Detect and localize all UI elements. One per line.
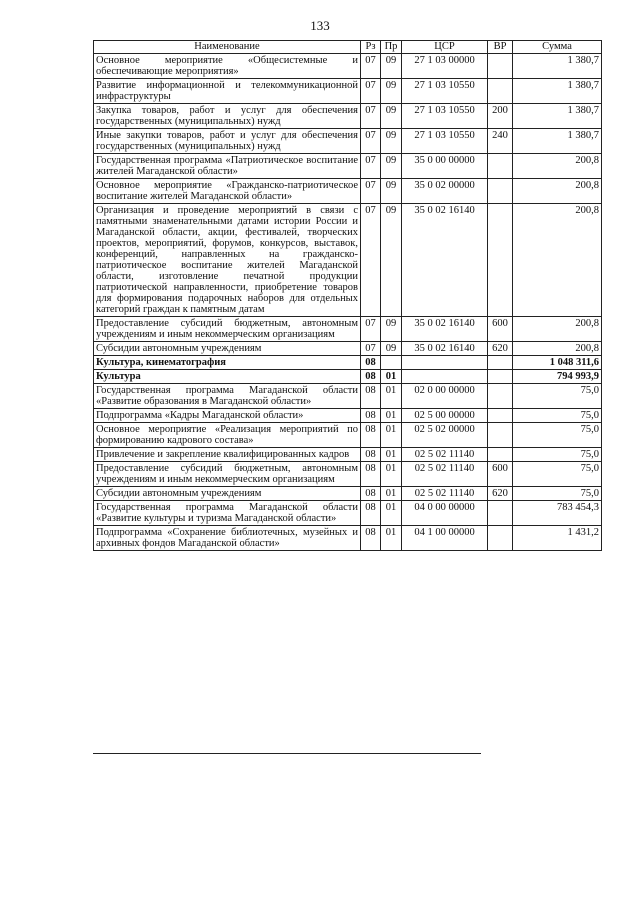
cell-name: Культура, кинематография <box>94 356 361 370</box>
table-row <box>94 423 602 448</box>
cell-rz: 07 <box>361 204 381 317</box>
cell-pr: 01 <box>381 423 402 448</box>
cell-name: Культура <box>94 370 361 384</box>
cell-rz: 07 <box>361 342 381 356</box>
cell-pr: 01 <box>381 487 402 501</box>
cell-sum: 1 048 311,6 <box>513 356 602 370</box>
table-header-row <box>94 41 602 54</box>
cell-rz: 08 <box>361 487 381 501</box>
cell-sum: 1 380,7 <box>513 54 602 79</box>
cell-rz: 08 <box>361 356 381 370</box>
cell-sum: 200,8 <box>513 342 602 356</box>
table-row <box>94 104 602 129</box>
cell-csr: 35 0 02 00000 <box>402 179 488 204</box>
cell-vr: 600 <box>488 317 513 342</box>
cell-name: Подпрограмма «Кадры Магаданской области» <box>94 409 361 423</box>
cell-pr: 09 <box>381 129 402 154</box>
table-row <box>94 179 602 204</box>
cell-pr: 09 <box>381 54 402 79</box>
cell-rz: 08 <box>361 526 381 551</box>
cell-csr: 35 0 02 16140 <box>402 204 488 317</box>
cell-pr: 01 <box>381 462 402 487</box>
cell-vr: 600 <box>488 462 513 487</box>
cell-rz: 08 <box>361 423 381 448</box>
cell-sum: 1 380,7 <box>513 104 602 129</box>
header-csr: ЦСР <box>402 41 488 54</box>
cell-csr: 02 5 02 11140 <box>402 448 488 462</box>
cell-rz: 08 <box>361 448 381 462</box>
cell-sum: 1 431,2 <box>513 526 602 551</box>
cell-name: Государственная программа Магаданской области «Развитие образования в Магаданской области» <box>94 384 361 409</box>
cell-sum: 1 380,7 <box>513 79 602 104</box>
cell-rz: 08 <box>361 501 381 526</box>
cell-name: Государственная программа «Патриотическое воспитание жителей Магаданской области» <box>94 154 361 179</box>
cell-sum: 75,0 <box>513 409 602 423</box>
table-row <box>94 526 602 551</box>
cell-name: Основное мероприятие «Гражданско-патриотическое воспитание жителей Магаданской области» <box>94 179 361 204</box>
cell-pr: 09 <box>381 317 402 342</box>
cell-csr: 02 0 00 00000 <box>402 384 488 409</box>
table-row <box>94 501 602 526</box>
cell-pr: 01 <box>381 384 402 409</box>
cell-rz: 07 <box>361 54 381 79</box>
cell-vr <box>488 448 513 462</box>
cell-vr <box>488 423 513 448</box>
table-row <box>94 384 602 409</box>
cell-pr: 09 <box>381 342 402 356</box>
cell-vr: 620 <box>488 487 513 501</box>
cell-name: Предоставление субсидий бюджетным, автономным учреждениям и иным некоммерческим организациям <box>94 462 361 487</box>
cell-csr: 02 5 02 00000 <box>402 423 488 448</box>
table-row <box>94 409 602 423</box>
cell-vr <box>488 370 513 384</box>
cell-vr: 620 <box>488 342 513 356</box>
cell-name: Основное мероприятие «Общесистемные и обеспечивающие мероприятия» <box>94 54 361 79</box>
cell-rz: 07 <box>361 129 381 154</box>
table-row <box>94 462 602 487</box>
cell-name: Подпрограмма «Сохранение библиотечных, музейных и архивных фондов Магаданской области» <box>94 526 361 551</box>
cell-vr <box>488 154 513 179</box>
cell-pr: 09 <box>381 204 402 317</box>
cell-pr: 01 <box>381 448 402 462</box>
page-number: 133 <box>310 18 330 33</box>
cell-vr <box>488 501 513 526</box>
header-rz: Рз <box>361 41 381 54</box>
cell-name: Закупка товаров, работ и услуг для обеспечения государственных (муниципальных) нужд <box>94 104 361 129</box>
cell-vr <box>488 204 513 317</box>
cell-sum: 783 454,3 <box>513 501 602 526</box>
cell-rz: 08 <box>361 384 381 409</box>
cell-csr: 27 1 03 00000 <box>402 54 488 79</box>
cell-rz: 08 <box>361 462 381 487</box>
cell-csr: 35 0 02 16140 <box>402 317 488 342</box>
cell-name: Субсидии автономным учреждениям <box>94 342 361 356</box>
cell-name: Основное мероприятие «Реализация мероприятий по формированию кадрового состава» <box>94 423 361 448</box>
cell-name: Привлечение и закрепление квалифицированных кадров <box>94 448 361 462</box>
cell-vr <box>488 79 513 104</box>
cell-name: Субсидии автономным учреждениям <box>94 487 361 501</box>
table-row <box>94 342 602 356</box>
footer-rule <box>93 753 481 754</box>
cell-sum: 75,0 <box>513 423 602 448</box>
cell-vr <box>488 526 513 551</box>
cell-pr: 09 <box>381 179 402 204</box>
cell-sum: 794 993,9 <box>513 370 602 384</box>
cell-csr: 04 0 00 00000 <box>402 501 488 526</box>
table-row <box>94 154 602 179</box>
table-body <box>94 54 602 551</box>
cell-pr <box>381 356 402 370</box>
cell-csr: 35 0 02 16140 <box>402 342 488 356</box>
cell-csr: 27 1 03 10550 <box>402 104 488 129</box>
cell-name: Государственная программа Магаданской области «Развитие культуры и туризма Магаданской области» <box>94 501 361 526</box>
cell-name: Иные закупки товаров, работ и услуг для обеспечения государственных (муниципальных) нужд <box>94 129 361 154</box>
cell-rz: 08 <box>361 409 381 423</box>
cell-sum: 75,0 <box>513 448 602 462</box>
cell-csr <box>402 370 488 384</box>
cell-rz: 07 <box>361 104 381 129</box>
cell-csr: 27 1 03 10550 <box>402 129 488 154</box>
cell-pr: 01 <box>381 370 402 384</box>
cell-csr: 02 5 02 11140 <box>402 487 488 501</box>
cell-rz: 07 <box>361 154 381 179</box>
table-row <box>94 448 602 462</box>
cell-csr: 04 1 00 00000 <box>402 526 488 551</box>
cell-pr: 09 <box>381 104 402 129</box>
table-row <box>94 79 602 104</box>
cell-sum: 75,0 <box>513 487 602 501</box>
cell-rz: 07 <box>361 317 381 342</box>
header-name: Наименование <box>94 41 361 54</box>
table-row <box>94 487 602 501</box>
cell-pr: 01 <box>381 501 402 526</box>
cell-vr <box>488 54 513 79</box>
cell-rz: 07 <box>361 79 381 104</box>
header-vr: ВР <box>488 41 513 54</box>
cell-sum: 200,8 <box>513 204 602 317</box>
cell-csr: 02 5 02 11140 <box>402 462 488 487</box>
cell-pr: 09 <box>381 79 402 104</box>
cell-pr: 01 <box>381 409 402 423</box>
table-row <box>94 370 602 384</box>
table-row <box>94 204 602 317</box>
table-row <box>94 129 602 154</box>
cell-vr <box>488 409 513 423</box>
cell-vr: 240 <box>488 129 513 154</box>
cell-pr: 09 <box>381 154 402 179</box>
cell-vr <box>488 179 513 204</box>
cell-csr: 27 1 03 10550 <box>402 79 488 104</box>
cell-sum: 1 380,7 <box>513 129 602 154</box>
cell-name: Развитие информационной и телекоммуникационной инфраструктуры <box>94 79 361 104</box>
budget-table <box>93 40 602 551</box>
cell-vr <box>488 384 513 409</box>
cell-sum: 75,0 <box>513 384 602 409</box>
table-row <box>94 356 602 370</box>
cell-csr: 35 0 00 00000 <box>402 154 488 179</box>
cell-csr <box>402 356 488 370</box>
cell-name: Предоставление субсидий бюджетным, автономным учреждениям и иным некоммерческим организациям <box>94 317 361 342</box>
header-sum: Сумма <box>513 41 602 54</box>
cell-rz: 08 <box>361 370 381 384</box>
cell-csr: 02 5 00 00000 <box>402 409 488 423</box>
table-row <box>94 317 602 342</box>
cell-sum: 200,8 <box>513 317 602 342</box>
cell-pr: 01 <box>381 526 402 551</box>
cell-vr <box>488 356 513 370</box>
cell-sum: 200,8 <box>513 179 602 204</box>
cell-name: Организация и проведение мероприятий в связи с памятными знаменательными датами истории России и Магаданской области, акции, фестивалей, творческих проектов, мероприятий, форумов, конкурсов, выставок, конференций, направленных на гражданско-патриотическое воспитание жителей Магаданской области, изготовление печатной продукции патриотической направленности, приобретение товаров для формирования подарочных наборов для отдельных категорий граждан к памятным датам <box>94 204 361 317</box>
cell-rz: 07 <box>361 179 381 204</box>
cell-sum: 200,8 <box>513 154 602 179</box>
header-pr: Пр <box>381 41 402 54</box>
cell-sum: 75,0 <box>513 462 602 487</box>
cell-vr: 200 <box>488 104 513 129</box>
table-row <box>94 54 602 79</box>
